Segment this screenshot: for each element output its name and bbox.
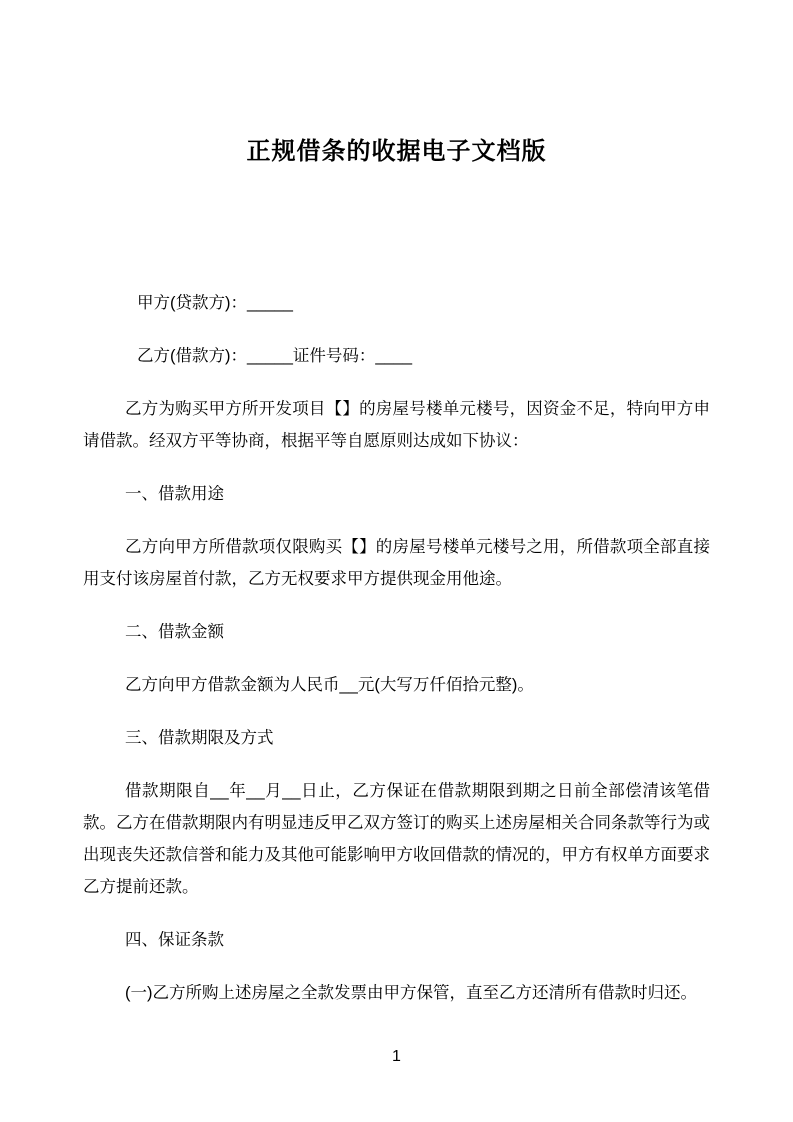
section-paragraph-guarantee-clause: (一)乙方所购上述房屋之全款发票由甲方保管，直至乙方还清所有借款时归还。 [125,984,697,1002]
page-number: 1 [392,1048,401,1065]
section-heading-loan-purpose: 一、借款用途 [125,485,224,503]
party-a-line: 甲方(贷款方)：_____ [137,294,293,312]
section-heading-loan-amount: 二、借款金额 [125,623,224,641]
section-paragraph-loan-term: 借款期限自__年__月__日止，乙方保证在借款期限到期之日前全部偿清该笔借款。乙方在借款期限内有明显违反甲乙双方签订的购买上述房屋相关合同条款等行为或出现丧失还款信誉和能力及其他可能影响甲方收回借款的情况的，甲方有权单方面要求乙方提前还款。 [83,782,710,896]
intro-paragraph: 乙方为购买甲方所开发项目【】的房屋号楼单元楼号，因资金不足，特向甲方申请借款。经双方平等协商，根据平等自愿原则达成如下协议： [83,400,710,450]
section-heading-guarantee-clause: 四、保证条款 [125,931,224,949]
section-paragraph-loan-amount: 乙方向甲方借款金额为人民币__元(大写万仟佰拾元整)。 [125,676,534,694]
party-b-line: 乙方(借款方)：_____证件号码：____ [137,347,413,365]
section-heading-loan-term: 三、借款期限及方式 [125,729,274,747]
section-paragraph-loan-purpose: 乙方向甲方所借款项仅限购买【】的房屋号楼单元楼号之用，所借款项全部直接用支付该房屋首付款，乙方无权要求甲方提供现金用他途。 [83,538,710,588]
document-title: 正规借条的收据电子文档版 [246,138,547,165]
